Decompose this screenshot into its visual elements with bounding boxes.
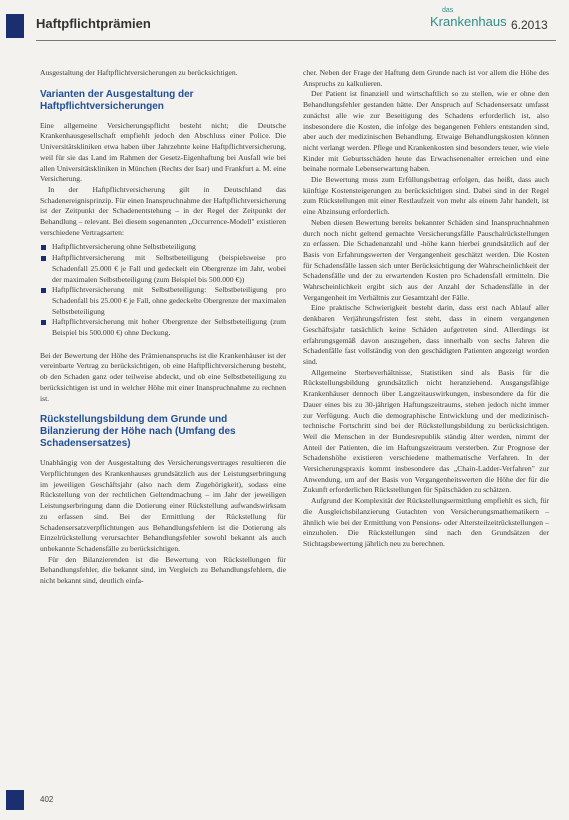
paragraph: Der Patient ist finanziell und wirtschaftlich so zu stellen, wie er ohne den Behandlungsfehler gestanden hätte. Der Anspruch auf Schadensersatz umfasst zunächst alle wie zur Beseitigung des Schadens erforderlich ist, also insbesondere die Kosten, die infolge des begangenen Fehlers entstanden sind, aber auch der medizinischen Behandlung. Etwaige Behandlungskosten können nicht verlangt werden. Pflege und Krankenkosten sind besonders teuer, wie viele Kinder mit Geburtsschäden heute das Erwachsenenalter erreichen und eine beinahe normale Lebenserwartung haben.: [303, 89, 549, 174]
spacer: [40, 343, 286, 351]
paragraph: Eine praktische Schwierigkeit besteht darin, dass erst nach Ablauf aller denkbaren Verjährungsfristen fest steht, dass in einem vergangenen Geschäftsjahr tatsächlich keine Schäden aufgetreten sind. Allerdings ist erfahrungsgemäß davon auszugehen, dass innerhalb von sechs Jahren die Schadenfälle fast vollständig von den geschädigten Patienten angezeigt worden sind.: [303, 303, 549, 366]
heading-varianten: Varianten der Ausgestaltung der Haftpflichtversicherungen: [40, 88, 194, 112]
logo-large-text: Krankenhaus: [430, 14, 507, 29]
list-item-text: Haftpflichtversicherung mit Selbstbeteiligung (beispielsweise pro Schadenfall 25.000 € je Fall und gedeckelt ein Obergrenze im Jahr, wobei der maximalen Selbstbeteiligung (zum Beispiel bis 500.000 €)): [52, 253, 286, 284]
paragraph: Unabhängig von der Ausgestaltung des Versicherungsvertrages resultieren die Verpflichtungen des Krankenhauses grundsätzlich aus der Leistungserbringung im jeweiligen Geschäftsjahr (also nach dem Zugehörigkeit), sodass eine Rückstellung von der rechtlichen Geltendmachung – im Jahr der jeweiligen Leistungserbringung dann die Dotierung einer Rückstellung aufwandswirksam zu erfassen sind. Bei der Ermittlung der Rückstellung für Schadensersatzverpflichtungen aus Behandlungsfehlern ist die Dotierung als Einzelrückstellung verursachter Behandlungsfehler sowohl bekannt als auch unbekannte Schadensfälle zu berücksichtigen.: [40, 458, 286, 553]
list-item-text: Haftpflichtversicherung mit Selbstbeteiligung: Selbstbeteiligung pro Schadenfall bis 25.000 € je Fall, ohne gedeckelte Obergrenze der maximalen Selbstbeteiligung: [52, 285, 286, 316]
list-item: [40, 317, 286, 338]
list-item: [40, 253, 286, 285]
paragraph: In der Haftpflichtversicherung gilt in Deutschland das Schadenereignisprinzip. Für einen Inanspruchnahme der Haftpflichtversicherung ist der Zeitpunkt der Schadenentstehung – in der Regel der Zeitpunkt der Behandlung – relevant. Bei diesem sogenannten „Occurrence-Modell" existieren verschiedene Vertragsarten:: [40, 184, 286, 237]
header-divider: [36, 40, 556, 41]
issue-number: 6.2013: [511, 18, 548, 32]
paragraph: Für den Bilanzierenden ist die Bewertung von Rückstellungen für Behandlungsfehler, die bekannt sind, im Vergleich zu Behandlungsfehlern, die nicht bekannt sind, deutlich einfa-: [40, 554, 286, 586]
square-bullet-icon: [41, 288, 46, 293]
list-item: [40, 285, 286, 317]
footer-color-block: [6, 790, 24, 810]
paragraph: cher. Neben der Frage der Haftung dem Grunde nach ist vor allem die Höhe des Anspruchs zu kalkulieren.: [303, 68, 549, 88]
heading-rueckstellungsbildung: Rückstellungsbildung dem Grunde und Bilanzierung der Höhe nach (Umfang des Schadensersatzes): [40, 414, 236, 450]
page-number: 402: [40, 795, 54, 804]
paragraph: Bei der Bewertung der Höhe des Prämienanspruchs ist die Krankenhäuser ist der vereinbarte Vertrag zu berücksichtigen, ob eine Haftpflichtversicherung besteht, ob den Schaden ganz oder teilweise abdeckt, und ob eine Selbstbeteiligung zu berücksichtigen ist und in welcher Höhe mit einer Inanspruchnahme zu rechnen ist.: [40, 350, 286, 403]
paragraph: Allgemeine Sterbeverhältnisse, Statistiken sind als Basis für die Rückstellungsbildung grundsätzlich nicht heranziehend. Ausgangsfähige Krankenhäuser dennoch über Langzeitauswirkungen, insbesondere da für die Dauer eines bis zu 30-jährigen Haftungszeitraums, stehen jedoch nicht immer zur Verfügung. Auch die demographische Entwicklung und der medizinisch-technische Fortschritt sind bei der Rückstellungsbildung zu berücksichtigen. Weil die Menschen in der Bundesrepublik ständig älter werden, nimmt der Anteil der Patienten, die im Haftungszeitraum versterben. Zur Prognose der Schadenshöhe existieren verschiedene mathematische Verfahren. In der Versicherungspraxis kommt insbesondere das „Chain-Ladder-Verfahren" zur Anwendung, um auf der Basis von Vergangenheitswerten die Höhe der für die Zukunft erforderlichen Rückstellungen für Spätschäden zu schätzen.: [303, 367, 549, 495]
list-item-text: Haftpflichtversicherung mit hoher Obergrenze der Selbstbeteiligung (zum Beispiel bis 500.000 €) ohne Deckung.: [52, 317, 286, 338]
right-column: [303, 68, 549, 550]
paragraph: Aufgrund der Komplexität der Rückstellungsermittlung empfiehlt es sich, für die Ausgleichsbilanzierung Gutachten von Versicherungsmathematikern – ähnlich wie bei der Ermittlung von Pensions- oder Altersteilzeitrückstellungen – einzuholen. Die Rückstellungen sind nach den Grundsätzen der Stichtagsbewertung jährlich neu zu berechnen.: [303, 496, 549, 548]
left-column: [40, 68, 286, 587]
section-title: Haftpflichtprämien: [36, 16, 151, 31]
journal-logo: [430, 7, 507, 37]
header-color-block: [6, 14, 24, 38]
square-bullet-icon: [41, 256, 46, 261]
contract-type-list: [40, 242, 286, 338]
paragraph: Neben diesen Bewertung bereits bekannter Schäden sind Inanspruchnahmen durch noch nicht geltend gemachte Versicherungsfälle Pauschalrückstellungen zu erfassen. Die Schadenanzahl und -höhe kann hierbei grundsätzlich auf der Basis von Erfahrungswerten der Vergangenheit geschätzt werden. Die Kosten für Schadensfälle lassen sich unter Berücksichtigung der Wahrscheinlichkeit der Schadensfälle und der zu erwartenden Kosten pro Schadensfall ermitteln. Die Wahrscheinlichkeit ergibt sich aus der Anzahl der Schadensfälle in der Vergangenheit im Verhältnis zur Gesamtzahl der Fälle.: [303, 217, 549, 302]
square-bullet-icon: [41, 245, 46, 250]
square-bullet-icon: [41, 320, 46, 325]
list-item-text: Haftpflichtversicherung ohne Selbstbeteiligung: [52, 242, 196, 252]
paragraph: Die Bewertung muss zum Erfüllungsbetrag erfolgen, das heißt, dass auch künftige Kostensteigerungen zu berücksichtigen sind. Dabei sind in der Regel zum Rückstellungen mit einer Restlaufzeit von mehr als einem Jahr handelt, ist eine Abzinsung erforderlich.: [303, 175, 549, 217]
paragraph: Eine allgemeine Versicherungspflicht besteht nicht; die Deutsche Krankenhausgesellschaft empfiehlt jedoch den Abschluss einer Police. Die Universitätskliniken etwa haben über Jahrzehnte keine Haftpflichtversicherung, weil für sie das Land im Rahmen der Gesetz-Eigenhaftung bei Ausfall wie bei allen Universitätskliniken in München (Rechts der Isar) und Frankfurt a. M. eine Versicherung.: [40, 120, 286, 184]
list-item: [40, 242, 286, 253]
logo-small-text: das: [442, 7, 454, 14]
intro-text: Ausgestaltung der Haftpflichtversicherungen zu berücksichtigen.: [40, 68, 238, 77]
